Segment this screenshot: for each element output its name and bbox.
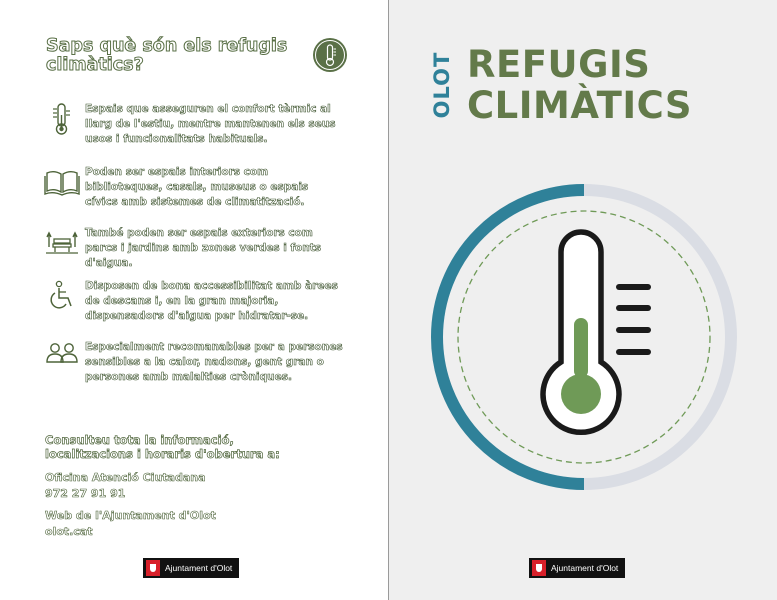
phone-number[interactable]: 972 27 91 91 (45, 487, 126, 500)
item-text: Disposen de bona accessibilitat amb àrees de descans i, en la gran majoria, dispensadors d'aigua per hidratar-se. (85, 280, 338, 322)
thermometer-icon (44, 101, 80, 137)
title-line-2: CLIMÀTICS (467, 84, 693, 127)
right-title (467, 44, 692, 126)
contact-heading-line: localitzacions i horaris d'obertura a: (45, 447, 280, 461)
thermometer-circle-icon (312, 37, 348, 73)
thermometer-gauge (427, 180, 741, 494)
olot-label-text: OLOT (430, 51, 454, 119)
wheelchair-icon (44, 278, 80, 314)
item-text: També poden ser espais exteriors com parcs i jardins amb zones verdes i fonts d'aigua. (85, 227, 322, 269)
item-text: Espais que asseguren el confort tèrmic al llarg de l'estiu, mentre mantenen els seus usos i funcionalitats habituals. (85, 103, 336, 145)
item-text: Especialment recomanables per a persones sensibles a la calor, nadons, gent gran o persones amb malalties cròniques. (85, 341, 343, 383)
item-text: Poden ser espais interiors com biblioteques, casals, museus o espais cívics amb sistemes de climatització. (85, 166, 309, 208)
ajuntament-logo (143, 558, 239, 578)
shield-icon (532, 560, 546, 576)
office-label: Oficina Atenció Ciutadana (45, 471, 206, 484)
contact-heading-line: Consulteu tota la informació, (45, 433, 234, 447)
ajuntament-logo (529, 558, 625, 578)
web-link[interactable]: olot.cat (45, 525, 93, 538)
title-line-1: REFUGIS (467, 43, 651, 86)
contact-heading (45, 433, 345, 461)
park-bench-icon (44, 225, 80, 261)
olot-vertical-label (430, 46, 454, 124)
web-label: Web de l'Ajuntament d'Olot (45, 509, 216, 522)
shield-icon (146, 560, 160, 576)
left-panel (0, 0, 388, 600)
logo-text: Ajuntament d'Olot (551, 563, 619, 573)
logo-text: Ajuntament d'Olot (165, 563, 233, 573)
thermometer-icon (543, 232, 648, 432)
open-book-icon (44, 164, 80, 200)
people-icon (44, 339, 80, 375)
left-title: Saps què són els refugis climàtics? (46, 36, 288, 75)
